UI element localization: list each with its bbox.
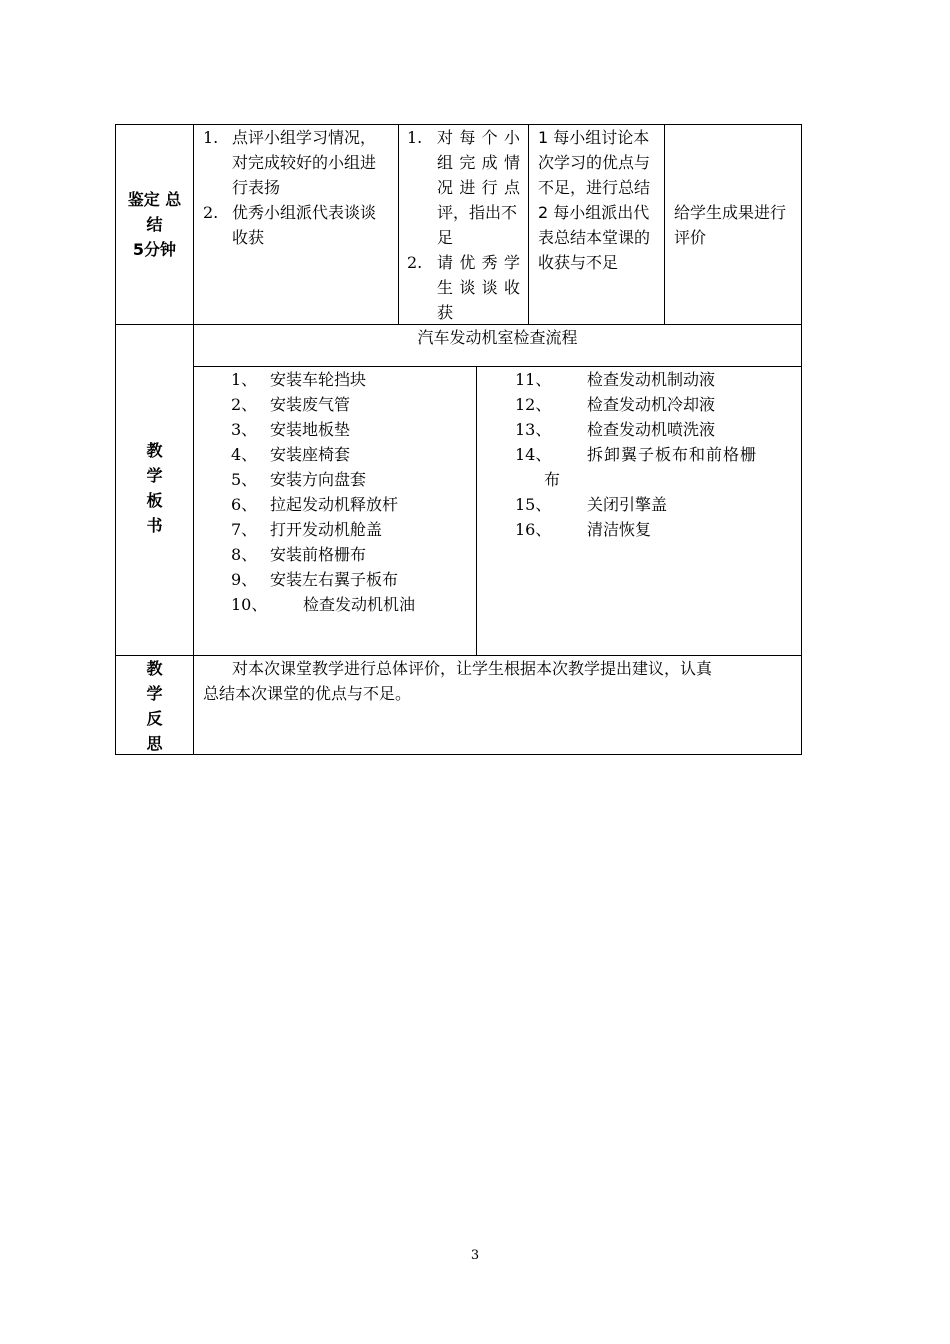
board-item — [231, 542, 367, 567]
board-item — [231, 417, 351, 442]
summary-activity-line4: 2 每小组派出代 — [538, 203, 650, 222]
board-item-number: 5、 — [231, 470, 258, 489]
board-item-text: 安装废气管 — [270, 395, 351, 414]
board-item — [515, 392, 716, 417]
board-item-number: 9、 — [231, 570, 258, 589]
purpose-cell — [665, 124, 801, 324]
assessment-label — [116, 187, 193, 262]
summary-activity-cell — [529, 124, 664, 324]
summary-activity-line2: 次学习的优点与 — [538, 153, 651, 172]
board-item-text: 布 — [544, 470, 561, 489]
board-item-number: 15、 — [515, 495, 552, 514]
student-item-1-line1: 对 每 个 小 — [437, 128, 520, 147]
board-item — [515, 442, 758, 467]
student-item-1-line2: 组 完 成 情 — [437, 153, 520, 172]
student-item-1-line4: 评，指出不 — [437, 203, 518, 222]
board-item-text: 清洁恢复 — [587, 520, 652, 539]
table-border-right — [801, 124, 802, 755]
board-item-text: 检查发动机冷却液 — [587, 395, 716, 414]
student-item-1-number: 1. — [407, 128, 423, 147]
reflection-label-char4: 思 — [146, 734, 163, 753]
board-label-char1: 教 — [146, 441, 163, 460]
board-item — [515, 517, 652, 542]
summary-activity-line5: 表总结本堂课的 — [538, 228, 651, 247]
table-border-bottom — [115, 754, 802, 755]
table-border-board-split — [476, 366, 477, 656]
board-item-text: 安装前格栅布 — [270, 545, 367, 564]
board-item — [515, 367, 716, 392]
board-item-text: 安装方向盘套 — [270, 470, 367, 489]
board-item-text: 关闭引擎盖 — [587, 495, 668, 514]
board-label-char4: 书 — [146, 516, 163, 535]
board-item-number: 7、 — [231, 520, 258, 539]
teacher-item-1-line1: 点评小组学习情况， — [232, 128, 377, 147]
board-item-text: 检查发动机机油 — [303, 595, 416, 614]
board-item-text: 安装地板垫 — [270, 420, 351, 439]
board-item-number: 14、 — [515, 445, 552, 464]
student-item-2-number: 2. — [407, 253, 423, 272]
teacher-item-1-line3: 行表扬 — [232, 178, 281, 197]
board-item-number: 10、 — [231, 595, 268, 614]
board-item-number: 12、 — [515, 395, 552, 414]
page-number: 3 — [470, 1248, 480, 1263]
board-item — [231, 467, 367, 492]
board-item — [231, 367, 367, 392]
board-label — [116, 438, 193, 538]
assessment-label-line3: 5分钟 — [132, 240, 177, 259]
board-item-text: 安装左右翼子板布 — [270, 570, 399, 589]
board-item-number: 2、 — [231, 395, 258, 414]
board-item — [515, 492, 668, 517]
teacher-activity-cell — [194, 124, 398, 324]
summary-activity-line6: 收获与不足 — [538, 253, 619, 272]
student-item-2-line3: 获 — [437, 303, 454, 322]
board-item-continuation — [544, 467, 560, 492]
assessment-label-line1: 鉴定 总 — [127, 190, 182, 209]
student-item-2-line2: 生 谈 谈 收 — [437, 278, 520, 297]
student-item-1-line5: 足 — [437, 228, 454, 247]
board-item-number: 11、 — [515, 370, 552, 389]
student-item-1-line3: 况 进 行 点 — [437, 178, 520, 197]
board-title: 汽车发动机室检查流程 — [417, 328, 578, 347]
reflection-line1: 对本次课堂教学进行总体评价，让学生根据本次教学提出建议，认真 — [232, 659, 713, 678]
reflection-label-char2: 学 — [146, 684, 163, 703]
board-item — [231, 592, 416, 617]
board-label-char3: 板 — [146, 491, 163, 510]
board-item-number: 8、 — [231, 545, 258, 564]
board-item-text: 打开发动机舱盖 — [270, 520, 383, 539]
board-item-number: 6、 — [231, 495, 258, 514]
board-item — [231, 392, 351, 417]
teacher-item-2-line2: 收获 — [232, 228, 265, 247]
board-item-number: 3、 — [231, 420, 258, 439]
board-item-text: 安装车轮挡块 — [270, 370, 367, 389]
board-item-text: 检查发动机制动液 — [587, 370, 716, 389]
teacher-item-2-line1: 优秀小组派代表谈谈 — [232, 203, 377, 222]
board-item-number: 1、 — [231, 370, 258, 389]
teacher-item-1-line2: 对完成较好的小组进 — [232, 153, 377, 172]
board-item — [515, 417, 716, 442]
reflection-label-char1: 教 — [146, 659, 163, 678]
board-item-text: 拉起发动机释放杆 — [270, 495, 399, 514]
purpose-line2: 评价 — [674, 228, 707, 247]
board-item — [231, 442, 351, 467]
board-item-number: 13、 — [515, 420, 552, 439]
summary-activity-line1: 1 每小组讨论本 — [538, 128, 650, 147]
teacher-item-1-number: 1. — [203, 128, 219, 147]
reflection-label-char3: 反 — [146, 709, 163, 728]
summary-activity-line3: 不足，进行总结 — [538, 178, 651, 197]
board-item-text: 检查发动机喷洗液 — [587, 420, 716, 439]
assessment-label-line2: 结 — [146, 215, 163, 234]
board-item-number: 4、 — [231, 445, 258, 464]
board-item — [231, 517, 383, 542]
board-item — [231, 492, 399, 517]
student-activity-cell — [399, 124, 528, 324]
board-item-number: 16、 — [515, 520, 552, 539]
reflection-label — [116, 656, 193, 756]
board-item-text: 拆卸翼子板布和前格栅 — [587, 445, 758, 464]
purpose-line1: 给学生成果进行 — [674, 203, 787, 222]
reflection-line2: 总结本次课堂的优点与不足。 — [203, 684, 412, 703]
student-item-2-line1: 请 优 秀 学 — [437, 253, 520, 272]
board-item — [231, 567, 399, 592]
teacher-item-2-number: 2. — [203, 203, 219, 222]
board-item-text: 安装座椅套 — [270, 445, 351, 464]
board-label-char2: 学 — [146, 466, 163, 485]
